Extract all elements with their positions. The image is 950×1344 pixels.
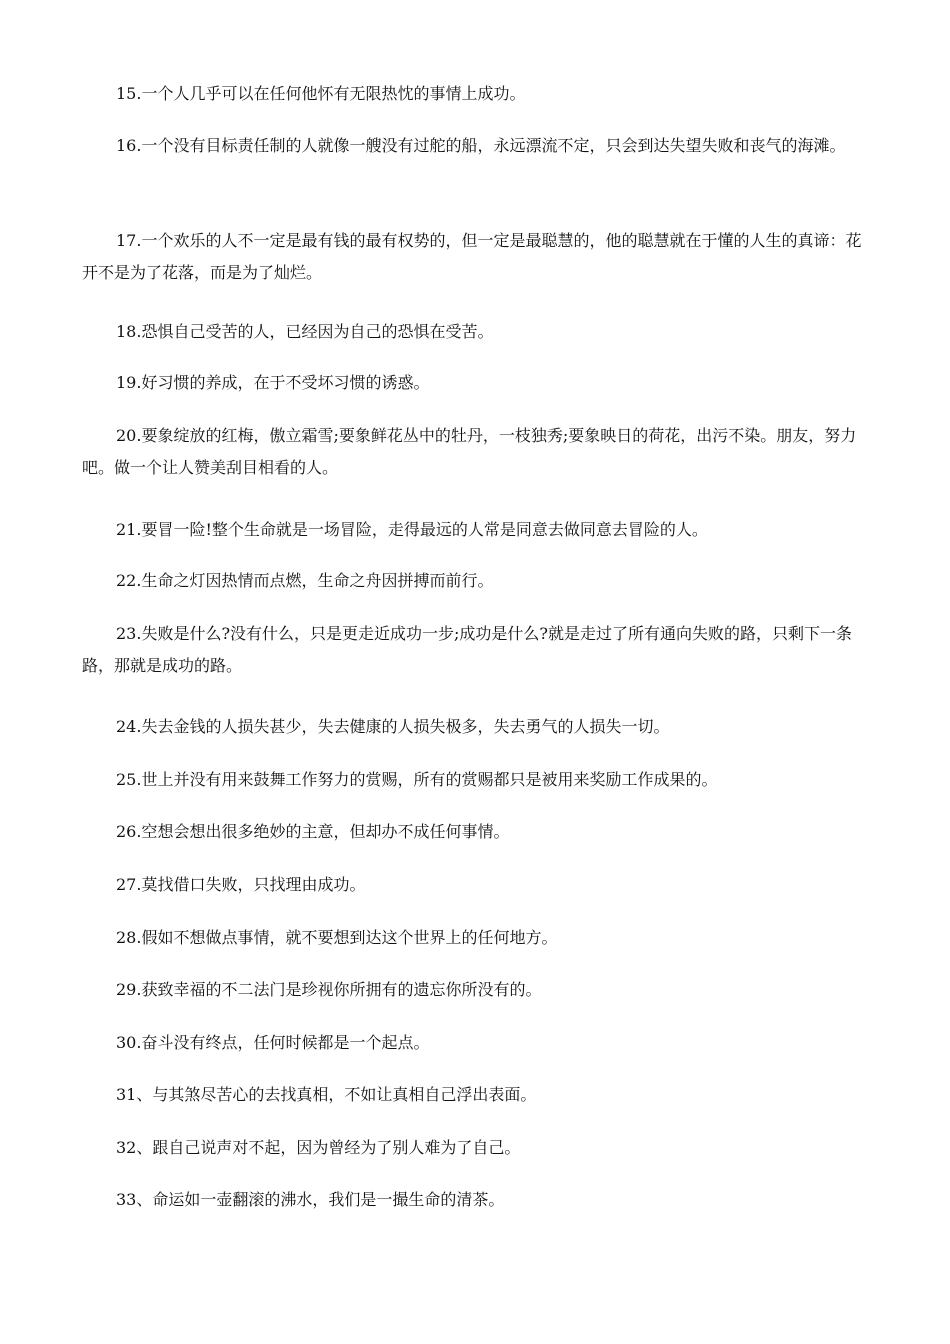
paragraph-17: 17.一个欢乐的人不一定是最有钱的最有权势的，但一定是最聪慧的，他的聪慧就在于懂的人生的真谛：花开不是为了花落，而是为了灿烂。 [82,231,862,282]
paragraph-25: 25.世上并没有用来鼓舞工作努力的赏赐，所有的赏赐都只是被用来奖励工作成果的。 [116,770,718,789]
paragraph-33: 33、命运如一壶翻滚的沸水，我们是一撮生命的清茶。 [116,1190,505,1209]
paragraph-28: 28.假如不想做点事情，就不要想到达这个世界上的任何地方。 [116,928,558,947]
paragraph-16: 16.一个没有目标责任制的人就像一艘没有过舵的船，永远漂流不定，只会到达失望失败和丧气的海滩。 [116,136,846,155]
paragraph-18: 18.恐惧自己受苦的人，已经因为自己的恐惧在受苦。 [116,322,494,341]
paragraph-29: 29.获致幸福的不二法门是珍视你所拥有的遗忘你所没有的。 [116,980,542,999]
paragraph-15: 15.一个人几乎可以在任何他怀有无限热忱的事情上成功。 [116,84,526,103]
paragraph-24: 24.失去金钱的人损失甚少，失去健康的人损失极多，失去勇气的人损失一切。 [116,717,670,736]
paragraph-20: 20.要象绽放的红梅，傲立霜雪;要象鲜花丛中的牡丹，一枝独秀;要象映日的荷花，出污不染。朋友，努力吧。做一个让人赞美刮目相看的人。 [82,426,857,477]
paragraph-21: 21.要冒一险!整个生命就是一场冒险，走得最远的人常是同意去做同意去冒险的人。 [116,520,708,539]
paragraph-22: 22.生命之灯因热情而点燃，生命之舟因拼搏而前行。 [116,571,494,590]
paragraph-26: 26.空想会想出很多绝妙的主意，但却办不成任何事情。 [116,822,510,841]
paragraph-31: 31、与其煞尽苦心的去找真相，不如让真相自己浮出表面。 [116,1085,537,1104]
paragraph-30: 30.奋斗没有终点，任何时候都是一个起点。 [116,1033,430,1052]
paragraph-27: 27.莫找借口失败，只找理由成功。 [116,875,366,894]
paragraph-23: 23.失败是什么?没有什么，只是更走近成功一步;成功是什么?就是走过了所有通向失败的路，只剩下一条路，那就是成功的路。 [82,624,852,675]
paragraph-19: 19.好习惯的养成，在于不受坏习惯的诱惑。 [116,373,430,392]
paragraph-32: 32、跟自己说声对不起，因为曾经为了别人难为了自己。 [116,1138,521,1157]
